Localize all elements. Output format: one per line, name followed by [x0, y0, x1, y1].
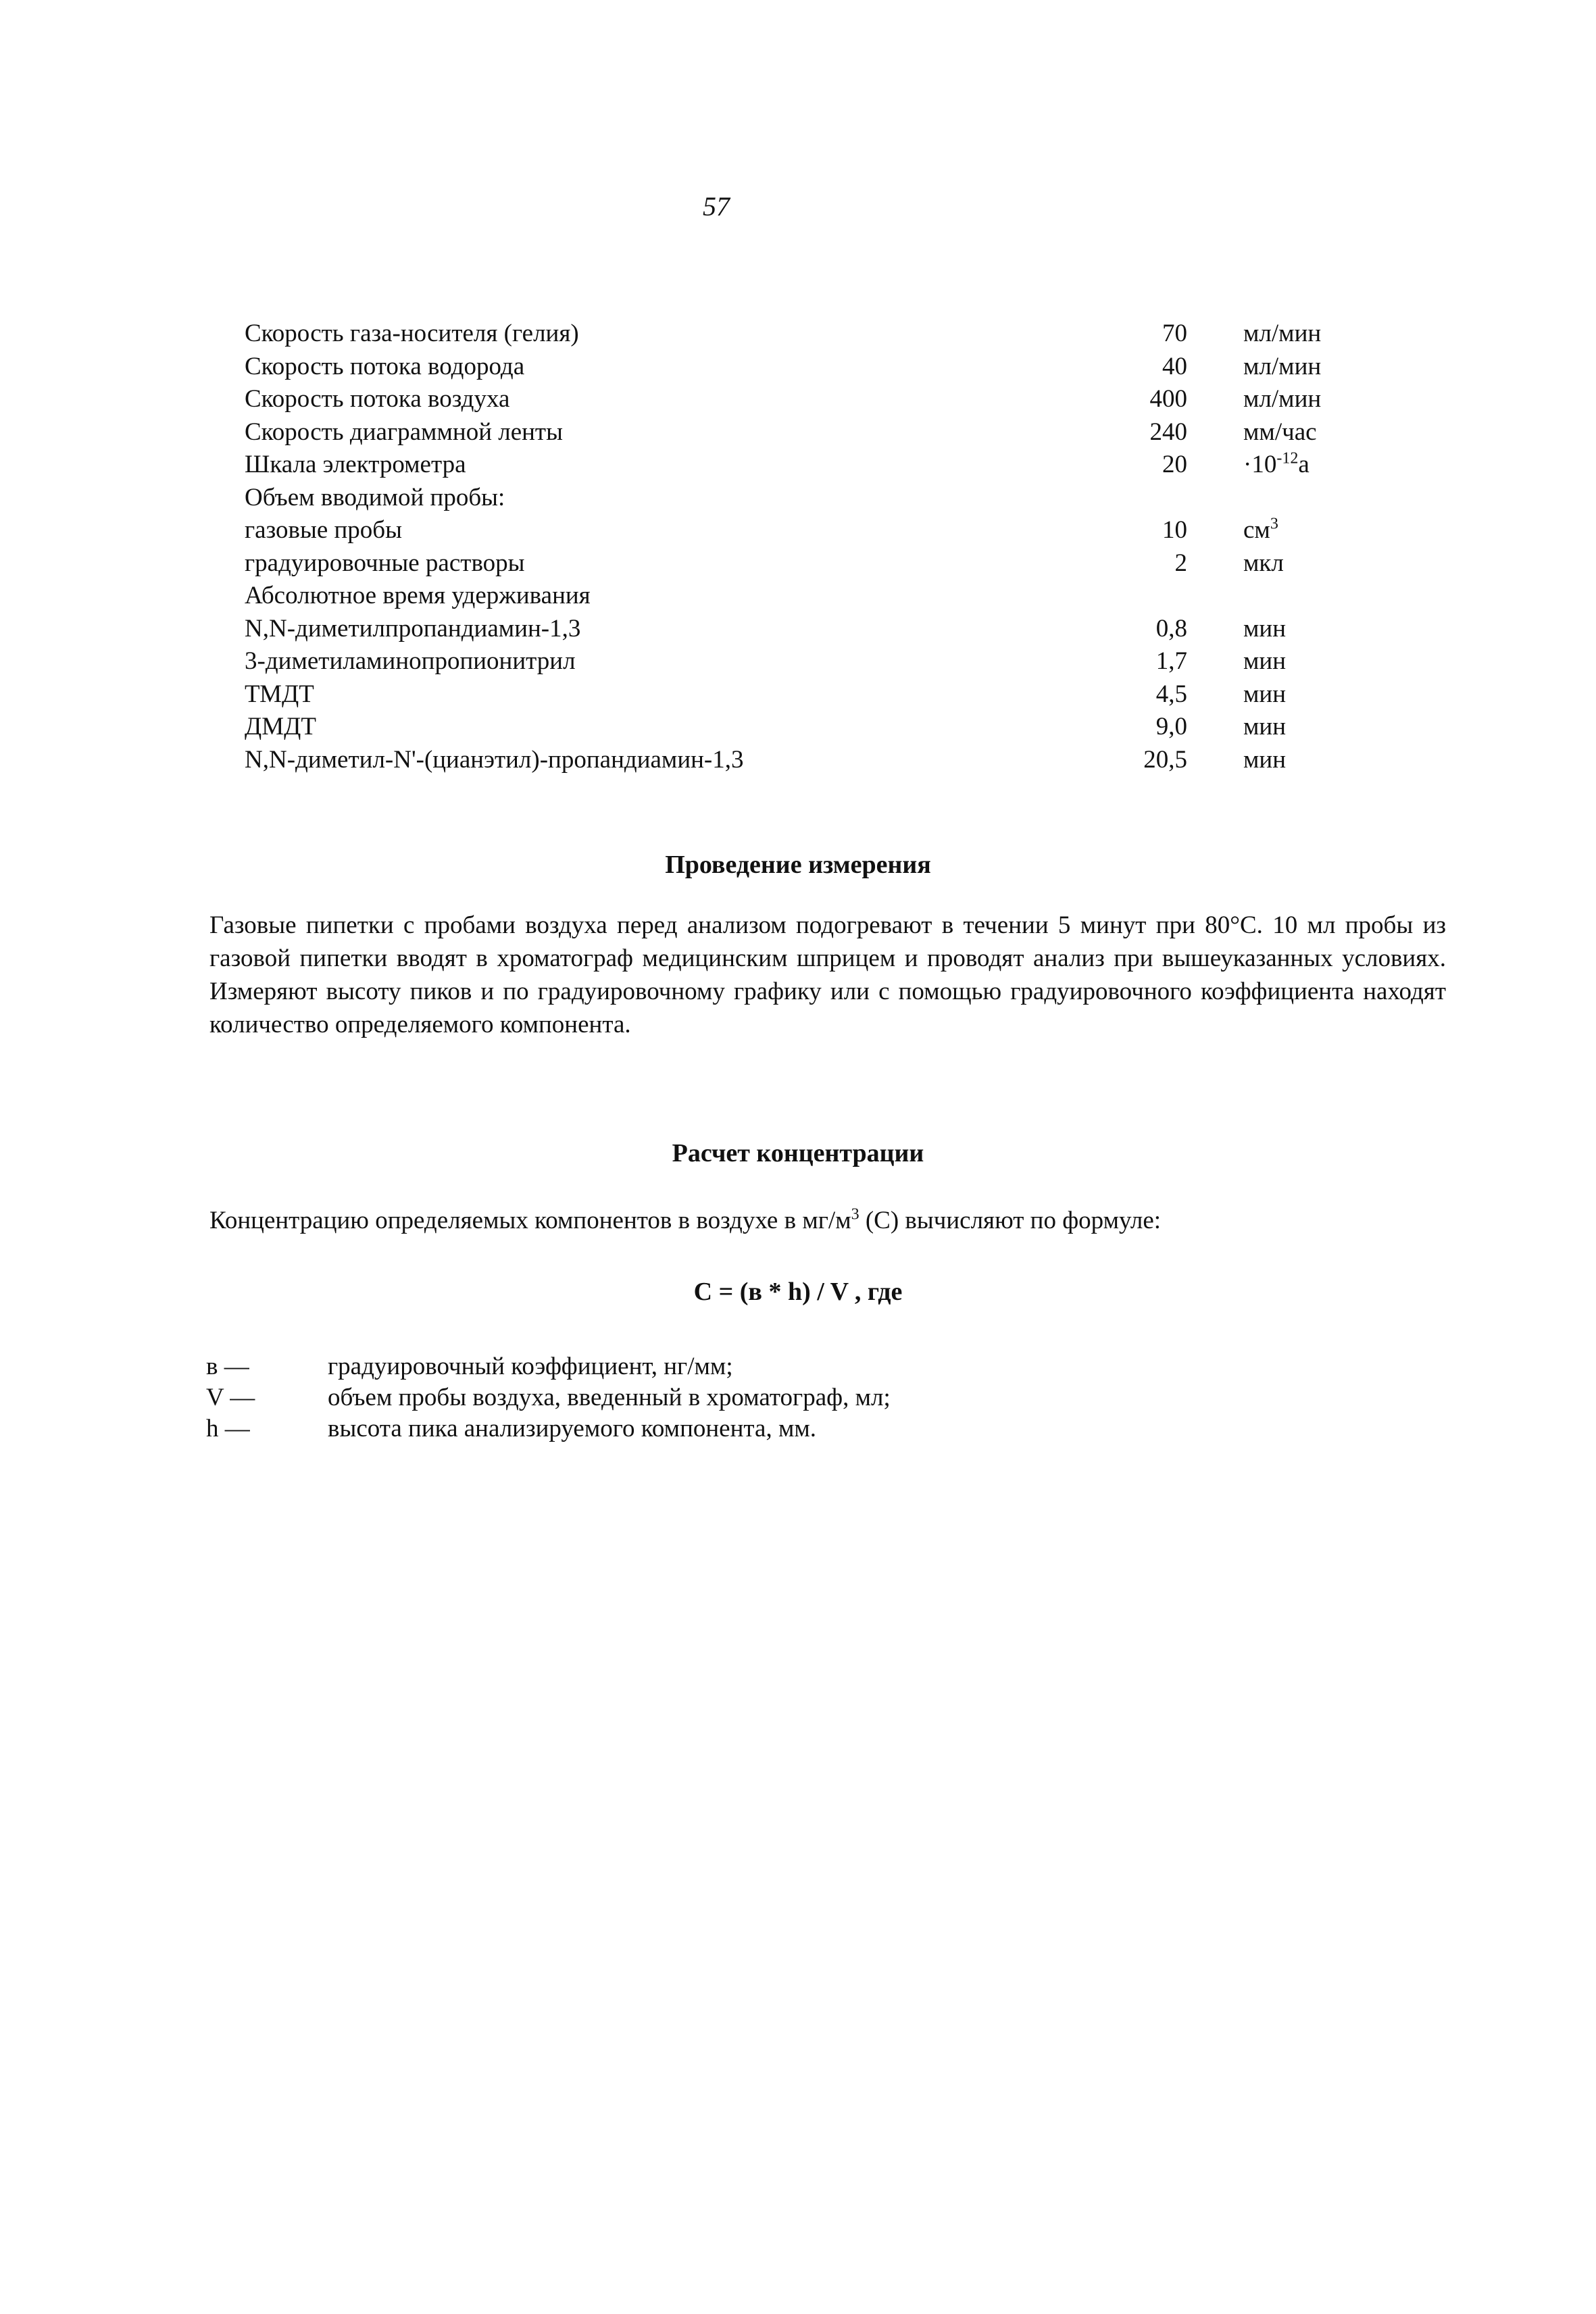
unit-text: см: [1243, 516, 1270, 544]
parameter-row: [245, 547, 1284, 580]
parameter-row: [245, 645, 1287, 678]
parameter-row: [245, 744, 1287, 777]
measurement-paragraph: Газовые пипетки с пробами воздуха перед анализом подогревают в течении 5 минут при 80°С. 10 мл пробы из газовой пипетки вводят в хроматограф медицинским шприцем и проводят анализ при вышеуказанных условиях. Измеряют высоту пиков и по градуировочному графику или с помощью градуировочного коэффициента находят количество определяемого компонента.: [209, 911, 1446, 1038]
parameter-unit: [1243, 547, 1284, 580]
parameter-name: N,N-диметил-N'-(цианэтил)-пропандиамин-1,3: [245, 745, 744, 774]
unit-text: мин: [1243, 647, 1287, 675]
parameter-name: N,N-диметилпропандиамин-1,3: [245, 614, 581, 643]
formula: C = (в * h) / V , где: [693, 1278, 903, 1306]
unit-text: мин: [1243, 713, 1287, 740]
unit-text: мл/мин: [1243, 385, 1322, 413]
parameter-value: 240: [1149, 418, 1187, 446]
parameter-row: [245, 482, 1224, 515]
legend-symbol: h —: [206, 1415, 250, 1442]
section-heading-calculation: Расчет концентрации: [672, 1139, 924, 1167]
intro-text-tail: (С) вычисляют по формуле:: [859, 1207, 1162, 1234]
unit-text: мкл: [1243, 549, 1284, 577]
parameter-name: ТМДТ: [245, 680, 314, 708]
parameter-name: Скорость диаграммной ленты: [245, 418, 563, 446]
parameter-row: [245, 678, 1287, 711]
unit-text: мл/мин: [1243, 320, 1322, 347]
parameter-unit: [1243, 678, 1286, 711]
legend-description: градуировочный коэффициент, нг/мм;: [328, 1353, 733, 1380]
page-number: 57: [703, 191, 730, 222]
legend-description: объем пробы воздуха, введенный в хроматограф, мл;: [328, 1384, 891, 1411]
parameter-name: Шкала электрометра: [245, 451, 466, 478]
parameter-name: Скорость потока воздуха: [245, 385, 510, 413]
parameter-unit: [1243, 351, 1321, 384]
parameter-value: 9,0: [1155, 713, 1187, 740]
parameter-row: [245, 416, 1317, 449]
parameter-name: 3-диметиламинопропионитрил: [245, 647, 576, 675]
parameter-row: [245, 514, 1278, 547]
parameter-unit: [1243, 318, 1321, 351]
unit-text: мин: [1243, 680, 1287, 708]
parameter-value: 2: [1174, 549, 1187, 577]
unit-text: мин: [1243, 745, 1287, 774]
unit-text: мин: [1243, 614, 1287, 643]
parameter-value: 20: [1162, 451, 1187, 478]
parameter-unit: [1243, 383, 1321, 416]
parameter-name: ДМДТ: [245, 713, 316, 740]
legend-symbol: в —: [206, 1353, 249, 1380]
parameter-value: 4,5: [1155, 680, 1187, 708]
parameter-name: Объем вводимой пробы:: [245, 483, 505, 511]
parameters-table: [245, 318, 1322, 776]
parameter-name: градуировочные растворы: [245, 549, 525, 577]
legend-description: высота пика анализируемого компонента, мм.: [328, 1415, 817, 1442]
unit-text: мм/час: [1243, 418, 1317, 446]
legend-row: [206, 1351, 1355, 1382]
parameter-value: 400: [1149, 385, 1187, 413]
parameter-row: [245, 351, 1322, 384]
parameter-row: [245, 449, 1310, 482]
parameter-row: [245, 613, 1287, 646]
unit-tail: а: [1298, 451, 1310, 478]
parameter-value: 1,7: [1155, 647, 1187, 675]
legend-row: [206, 1382, 1355, 1413]
legend-symbol: V —: [206, 1384, 255, 1411]
parameter-value: 20,5: [1143, 745, 1187, 774]
parameter-unit: [1243, 744, 1286, 777]
intro-superscript: 3: [851, 1205, 859, 1224]
parameter-row: [245, 383, 1322, 416]
parameter-unit: [1243, 449, 1310, 482]
unit-text: ·10: [1243, 451, 1277, 478]
parameter-unit: [1243, 514, 1278, 547]
parameter-row: [245, 580, 1224, 613]
unit-text: мл/мин: [1243, 352, 1322, 380]
parameter-value: 40: [1162, 352, 1187, 380]
unit-superscript: 3: [1270, 515, 1278, 533]
unit-superscript: -12: [1276, 449, 1299, 468]
section-heading-measurement: Проведение измерения: [665, 851, 931, 879]
parameter-name: Скорость газа-носителя (гелия): [245, 320, 579, 347]
legend-row: [206, 1413, 1355, 1444]
parameter-name: Абсолютное время удерживания: [245, 582, 591, 609]
parameter-row: [245, 711, 1287, 744]
parameter-name: газовые пробы: [245, 516, 402, 544]
parameter-name: Скорость потока водорода: [245, 352, 525, 380]
parameter-row: [245, 318, 1322, 351]
formula-legend: [206, 1351, 1355, 1444]
calculation-intro: [209, 1204, 1446, 1237]
parameter-value: 10: [1162, 516, 1187, 544]
intro-text: Концентрацию определяемых компонентов в воздухе в мг/м: [209, 1207, 851, 1234]
parameter-value: 0,8: [1155, 614, 1187, 643]
parameter-unit: [1243, 711, 1286, 744]
parameter-value: 70: [1162, 320, 1187, 347]
parameter-unit: [1243, 645, 1286, 678]
parameter-unit: [1243, 416, 1317, 449]
parameter-unit: [1243, 613, 1286, 646]
